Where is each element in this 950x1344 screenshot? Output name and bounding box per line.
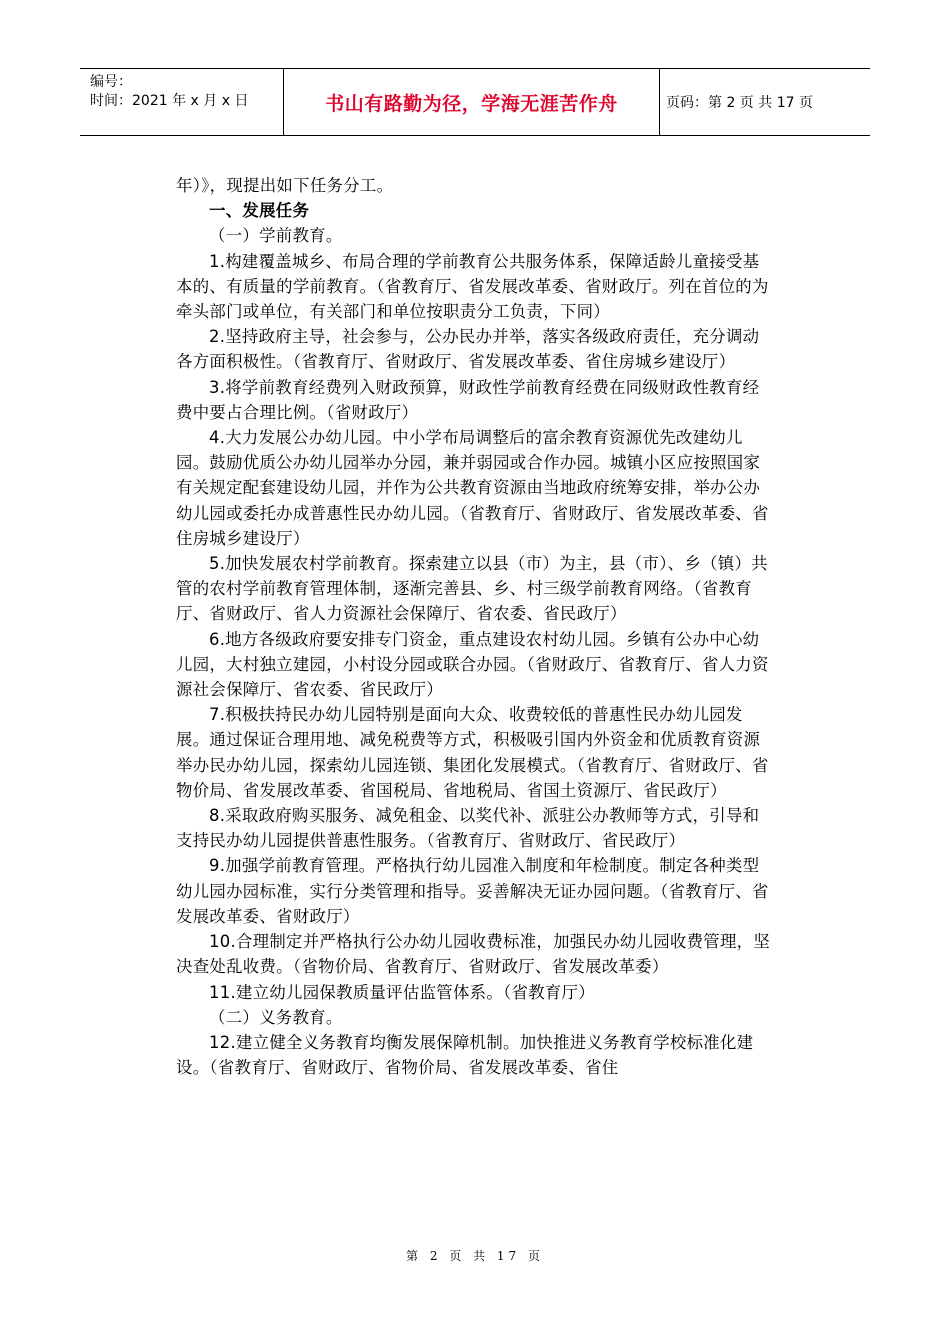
- page-footer: [0, 1247, 950, 1264]
- footer-page-number: 第 2 页 共 17 页: [406, 1249, 544, 1263]
- subsection-heading-2: （二）义务教育。: [209, 1007, 343, 1027]
- document-body: [176, 173, 776, 1080]
- section-heading: 一、发展任务: [209, 201, 310, 221]
- subsection-heading: （一）学前教育。: [209, 226, 343, 246]
- paragraph-item-5: 5.加快发展农村学前教育。探索建立以县（市）为主，县（市）、乡（镇）共管的农村学前教育管理体制，逐渐完善县、乡、村三级学前教育网络。（省教育厅、省财政厅、省人力资源社会保障厅、省农委、省民政厅）: [176, 554, 768, 624]
- paragraph-item-1: 1.构建覆盖城乡、布局合理的学前教育公共服务体系，保障适龄儿童接受基本的、有质量的学前教育。（省教育厅、省发展改革委、省财政厅。列在首位的为牵头部门或单位，有关部门和单位按职责分工负责，下同）: [176, 251, 769, 322]
- document-date-label: 时间：2021 年 x 月 x 日: [90, 93, 249, 109]
- document-number-label: 编号：: [90, 74, 132, 90]
- header-meta: [80, 69, 283, 135]
- paragraph-intro: 年）》，现提出如下任务分工。: [176, 176, 394, 195]
- paragraph-item-8: 8.采取政府购买服务、减免租金、以奖代补、派驻公办教师等方式，引导和支持民办幼儿园提供普惠性服务。（省教育厅、省财政厅、省民政厅）: [176, 806, 760, 851]
- paragraph-item-10: 10.合理制定并严格执行公办幼儿园收费标准，加强民办幼儿园收费管理，坚决查处乱收费。（省物价局、省教育厅、省财政厅、省发展改革委）: [176, 932, 771, 977]
- page-header: [80, 68, 870, 136]
- paragraph-item-12: 12.建立健全义务教育均衡发展保障机制。加快推进义务教育学校标准化建设。（省教育厅、省财政厅、省物价局、省发展改革委、省住: [176, 1032, 754, 1078]
- header-page-code: 页码：第 2 页 共 17 页: [666, 95, 813, 111]
- paragraph-item-2: 2.坚持政府主导，社会参与，公办民办并举，落实各级政府责任，充分调动各方面积极性。（省教育厅、省财政厅、省发展改革委、省住房城乡建设厅）: [176, 327, 760, 372]
- paragraph-item-9: 9.加强学前教育管理。严格执行幼儿园准入制度和年检制度。制定各种类型幼儿园办园标准，实行分类管理和指导。妥善解决无证办园问题。（省教育厅、省发展改革委、省财政厅）: [176, 856, 769, 926]
- paragraph-item-4: 4.大力发展公办幼儿园。中小学布局调整后的富余教育资源优先改建幼儿园。鼓励优质公办幼儿园举办分园，兼并弱园或合作办园。城镇小区应按照国家有关规定配套建设幼儿园，并作为公共教育资源由当地政府统筹安排，举办公办幼儿园或委托办成普惠性民办幼儿园。（省教育厅、省财政厅、省发展改革委、省住房城乡建设厅）: [176, 428, 769, 548]
- paragraph-item-7: 7.积极扶持民办幼儿园特别是面向大众、收费较低的普惠性民办幼儿园发展。通过保证合理用地、减免税费等方式，积极吸引国内外资金和优质教育资源举办民办幼儿园，探索幼儿园连锁、集团化发展模式。（省教育厅、省财政厅、省物价局、省发展改革委、省国税局、省地税局、省国土资源厅、省民政厅）: [176, 705, 769, 800]
- header-slogan: 书山有路勤为径，学海无涯苦作舟: [283, 69, 660, 135]
- paragraph-item-3: 3.将学前教育经费列入财政预算，财政性学前教育经费在同级财政性教育经费中要占合理比例。（省财政厅）: [176, 377, 760, 422]
- paragraph-item-11: 11.建立幼儿园保教质量评估监管体系。（省教育厅）: [209, 982, 595, 1002]
- paragraph-item-6: 6.地方各级政府要安排专门资金，重点建设农村幼儿园。乡镇有公办中心幼儿园，大村独立建园，小村设分园或联合办园。（省财政厅、省教育厅、省人力资源社会保障厅、省农委、省民政厅）: [176, 629, 769, 700]
